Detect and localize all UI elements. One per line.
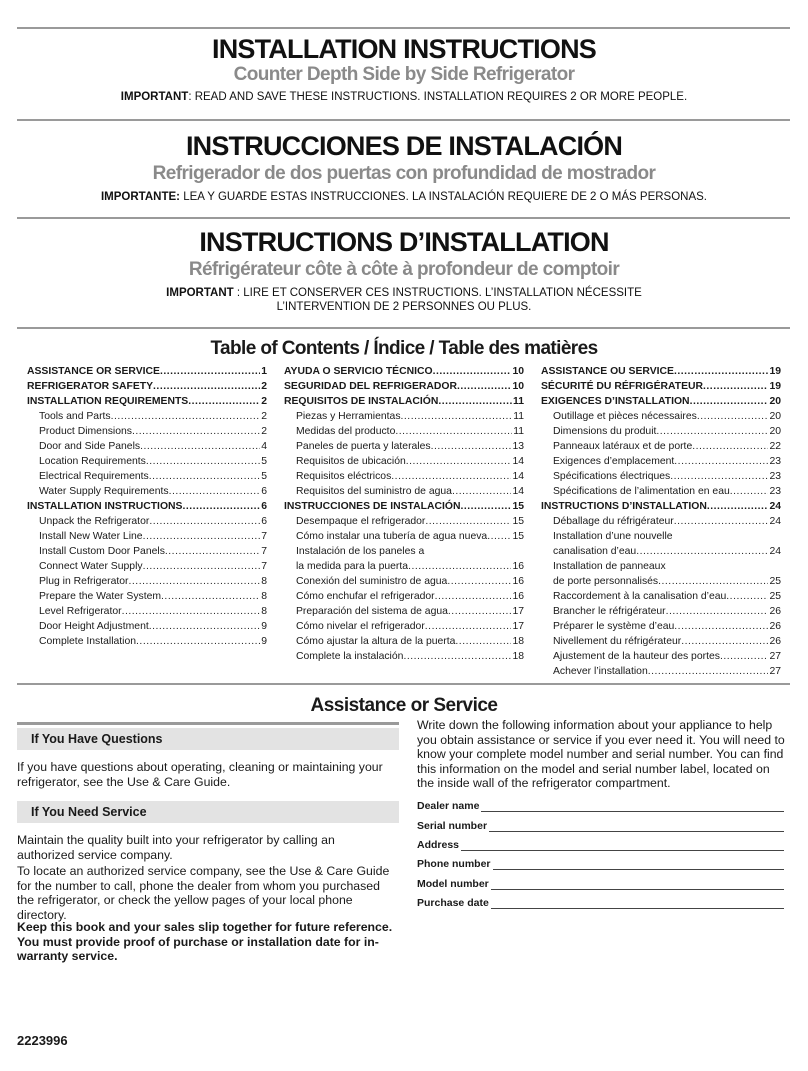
toc-entry[interactable] [284,649,524,664]
toc-entry[interactable] [284,589,524,604]
toc-leader-dots [403,649,511,664]
assistance-title: Assistance or Service [310,695,498,716]
toc-page-number: 25 [769,576,781,587]
questions-heading: If You Have Questions [17,728,399,750]
address-field[interactable]: Address [417,836,784,851]
toc-section-entry[interactable] [27,364,267,379]
toc-leader-dots [143,529,261,544]
toc-entry-label: Location Requirements [39,456,146,467]
toc-leader-dots [129,574,261,589]
toc-entry-label: Raccordement à la canalisation d’eau [553,591,727,602]
important-english: IMPORTANT: READ AND SAVE THESE INSTRUCTIONS. INSTALLATION REQUIRES 2 OR MORE PEOPLE. [120,91,688,103]
toc-entry[interactable] [27,409,267,424]
important-spanish: IMPORTANTE: LEA Y GUARDE ESTAS INSTRUCCIONES. LA INSTALACIÓN REQUIERE DE 2 O MÁS PERSONAS. [100,191,708,203]
toc-page-number: 9 [261,636,267,647]
toc-entry-label: Ajustement de la hauteur des portes [553,651,720,662]
toc-page-number: 24 [769,546,781,557]
toc-entry[interactable] [284,484,524,499]
subtitle-spanish: Refrigerador de dos puertas con profundidad de mostrador [152,163,656,184]
toc-page-number: 2 [261,411,267,422]
toc-entry-label: INSTALLATION INSTRUCTIONS [27,501,183,512]
toc-leader-dots [674,364,768,379]
toc-page-number: 6 [261,516,267,527]
toc-entry-label: Brancher le réfrigérateur [553,606,666,617]
toc-page-number: 8 [261,606,267,617]
toc-leader-dots [136,634,260,649]
toc-entry-label: canalisation d’eau [553,546,637,557]
toc-leader-dots [149,514,260,529]
toc-page-number: 6 [261,486,267,497]
toc-entry-label: EXIGENCES D’INSTALLATION [541,396,690,407]
toc-page-number: 19 [769,381,781,392]
toc-leader-dots [188,394,260,409]
toc-entry-label: de porte personnalisés [553,576,659,587]
toc-section-entry[interactable] [27,394,267,409]
toc-leader-dots [435,589,512,604]
toc-section-entry[interactable] [541,364,781,379]
purchase-date-field[interactable]: Purchase date [417,894,784,909]
toc-leader-dots [425,619,512,634]
toc-page-number: 1 [261,366,267,377]
toc-entry-label: Desempaque el refrigerador [296,516,426,527]
toc-entry[interactable] [284,514,524,529]
toc-leader-dots [425,514,511,529]
toc-leader-dots [140,439,260,454]
toc-entry[interactable] [541,454,781,469]
toc-entry-label: Déballage du réfrigérateur [553,516,674,527]
toc-entry[interactable] [284,544,524,574]
toc-entry-label: Water Supply Requirements [39,486,169,497]
toc-leader-dots [401,409,513,424]
toc-entry[interactable] [27,424,267,439]
toc-entry-label: Medidas del producto [296,426,396,437]
toc-leader-dots [460,499,511,514]
toc-entry[interactable] [27,619,267,634]
toc-page-number: 16 [512,561,524,572]
toc-page-number: 27 [769,651,781,662]
toc-page-number: 17 [512,606,524,617]
toc-leader-dots [674,619,768,634]
toc-entry[interactable] [27,574,267,589]
toc-leader-dots [391,469,511,484]
toc-entry-label: Dimensions du produit [553,426,657,437]
toc-leader-dots [395,424,512,439]
toc-entry[interactable] [284,424,524,439]
toc-leader-dots [111,409,261,424]
toc-section-entry[interactable] [541,379,781,394]
toc-page-number: 11 [513,411,524,422]
toc-leader-dots [149,619,260,634]
toc-entry-label: Install Custom Door Panels [39,546,165,557]
toc-leader-dots [658,574,768,589]
toc-entry[interactable] [27,439,267,454]
toc-page-number: 10 [512,366,524,377]
toc-page-number: 15 [512,516,524,527]
toc-entry-label: Install New Water Line [39,531,143,542]
toc-leader-dots [681,634,768,649]
toc-page-number: 5 [261,456,267,467]
toc-entry-label: Spécifications électriques [553,471,671,482]
toc-entry-label: Piezas y Herramientas [296,411,401,422]
rule-4 [17,683,790,685]
toc-entry-label: SEGURIDAD DEL REFRIGERADOR [284,381,457,392]
toc-page-number: 26 [769,606,781,617]
toc-page-number: 10 [512,381,524,392]
toc-entry-label: Requisitos eléctricos [296,471,392,482]
toc-entry-label: Complete Installation [39,636,137,647]
top-rule [17,27,790,29]
subtitle-french: Réfrigérateur côte à côte à profondeur de comptoir [188,259,620,280]
toc-page-number: 17 [512,621,524,632]
toc-page-number: 24 [769,516,781,527]
toc-entry[interactable] [541,439,781,454]
document-number: 2223996 [17,1033,68,1048]
toc-entry-label: Cómo instalar una tubería de agua nueva [296,531,488,542]
toc-leader-dots [448,604,512,619]
toc-entry[interactable] [27,469,267,484]
toc-leader-dots [431,439,512,454]
toc-leader-dots [666,604,769,619]
toc-entry-label: Nivellement du réfrigérateur [553,636,682,647]
toc-page-number: 2 [261,381,267,392]
rule-1 [17,119,790,121]
toc-leader-dots [690,394,769,409]
toc-leader-dots [656,424,768,439]
dealer-name-field[interactable]: Dealer name [417,797,784,812]
toc-entry-label: Requisitos del suministro de agua [296,486,452,497]
toc-entry-label: ASSISTANCE OR SERVICE [27,366,160,377]
toc-column-spanish [284,364,524,664]
toc-page-number: 26 [769,636,781,647]
toc-entry[interactable] [284,574,524,589]
toc-page-number: 5 [261,471,267,482]
toc-page-number: 11 [513,396,524,407]
toc-leader-dots [146,454,260,469]
toc-entry-label: Panneaux latéraux et de porte [553,441,693,452]
toc-page-number: 7 [261,561,267,572]
toc-leader-dots [720,649,769,664]
toc-entry[interactable] [284,634,524,649]
toc-entry-label: Prepare the Water System [39,591,162,602]
toc-entry[interactable] [541,484,781,499]
toc-entry-label: Plug in Refrigerator [39,576,129,587]
toc-leader-dots [169,484,261,499]
toc-page-number: 24 [769,501,781,512]
toc-section-entry[interactable] [541,394,781,409]
toc-leader-dots [433,364,512,379]
left-bar [17,722,399,725]
toc-leader-dots [455,634,511,649]
toc-entry[interactable] [284,439,524,454]
toc-leader-dots [692,439,768,454]
toc-entry-label: Cómo nivelar el refrigerador [296,621,425,632]
model-number-field[interactable]: Model number [417,875,784,890]
toc-entry-label-line1: Installation de panneaux [553,561,666,572]
toc-page-number: 16 [512,591,524,602]
toc-column-french [541,364,781,679]
toc-leader-dots [182,499,260,514]
toc-entry-label: INSTALLATION REQUIREMENTS [27,396,189,407]
toc-section-entry[interactable] [284,364,524,379]
toc-leader-dots [143,559,261,574]
toc-leader-dots [122,604,261,619]
toc-leader-dots [438,394,512,409]
header-english [0,34,808,104]
toc-page-number: 20 [769,396,781,407]
toc-entry[interactable] [541,604,781,619]
toc-page-number: 8 [261,591,267,602]
toc-entry-label: Cómo ajustar la altura de la puerta [296,636,456,647]
toc-entry[interactable] [541,589,781,604]
toc-page-number: 2 [261,426,267,437]
toc-section-entry[interactable] [27,379,267,394]
toc-page-number: 25 [769,591,781,602]
right-intro: Write down the following information about your appliance to help you obtain assistance or service if you ever need it. You will need to know your complete model number and serial number. You can find this information on the model and serial number label, located on the inside wall of the refrigerator compartment. [417,718,785,790]
toc-entry-label: Conexión del suministro de agua [296,576,448,587]
toc-page-number: 18 [512,651,524,662]
toc-leader-dots [487,529,511,544]
toc-entry[interactable] [541,664,781,679]
toc-entry-label-line1: Instalación de los paneles a [296,546,425,557]
toc-entry-label: Unpack the Refrigerator [39,516,150,527]
toc-entry[interactable] [284,409,524,424]
toc-leader-dots [161,589,260,604]
toc-entry-label: REQUISITOS DE INSTALACIÓN [284,396,439,407]
toc-leader-dots [132,424,260,439]
toc-section-entry[interactable] [284,394,524,409]
toc-entry-label: Level Refrigerator [39,606,122,617]
toc-entry-label: Product Dimensions [39,426,132,437]
important-french: IMPORTANT : LIRE ET CONSERVER CES INSTRUCTIONS. L’INSTALLATION NÉCESSITE L’INTERVENTION DE 2 PERSONNES OU PLUS. [166,287,642,313]
toc-page-number: 22 [769,441,781,452]
toc-entry-label: Door and Side Panels [39,441,141,452]
toc-leader-dots [674,454,768,469]
toc-entry[interactable] [27,454,267,469]
toc-entry-label: Door Height Adjustment [39,621,149,632]
toc-entry-label: Connect Water Supply [39,561,143,572]
toc-entry[interactable] [541,529,781,559]
toc-leader-dots [457,379,511,394]
toc-page-number: 18 [512,636,524,647]
serial-number-field[interactable]: Serial number [417,817,784,832]
toc-page-number: 7 [261,546,267,557]
toc-page-number: 14 [512,486,524,497]
toc-leader-dots [160,364,260,379]
rule-2 [17,217,790,219]
toc-page-number: 15 [512,501,524,512]
toc-title: Table of Contents / Índice / Table des matières [210,338,598,359]
toc-leader-dots [452,484,511,499]
toc-entry[interactable] [27,484,267,499]
toc-entry[interactable] [541,514,781,529]
toc-leader-dots [153,379,260,394]
toc-page-number: 27 [769,666,781,677]
toc-entry[interactable] [284,619,524,634]
toc-leader-dots [447,574,511,589]
toc-entry[interactable] [27,514,267,529]
toc-entry-label: Complete la instalación [296,651,404,662]
toc-entry[interactable] [284,529,524,544]
service-paragraph-3: Keep this book and your sales slip together for future reference. You must provide proof of purchase or installation date for in-warranty service. [17,920,393,963]
toc-entry[interactable] [27,529,267,544]
toc-section-entry[interactable] [284,379,524,394]
toc-entry[interactable] [541,559,781,589]
toc-page-number: 11 [513,426,524,437]
toc-section-entry[interactable] [27,499,267,514]
toc-entry[interactable] [284,604,524,619]
toc-leader-dots [674,514,769,529]
toc-page-number: 20 [769,426,781,437]
toc-entry-label: la medida para la puerta [296,561,409,572]
toc-page-number: 14 [512,456,524,467]
toc-entry-label: Préparer le système d’eau [553,621,675,632]
toc-entry-label: REFRIGERATOR SAFETY [27,381,154,392]
toc-leader-dots [406,454,512,469]
toc-leader-dots [149,469,260,484]
toc-entry-label: AYUDA O SERVICIO TÉCNICO [284,366,433,377]
toc-entry-label: SÉCURITÉ DU RÉFRIGÉRATEUR [541,381,704,392]
toc-entry-label: Cómo enchufar el refrigerador [296,591,435,602]
toc-entry[interactable] [27,604,267,619]
toc-column-english [27,364,267,649]
toc-leader-dots [636,544,768,559]
service-paragraph-1: Maintain the quality built into your refrigerator by calling an authorized service company. [17,833,335,862]
toc-entry[interactable] [541,424,781,439]
toc-page-number: 2 [261,396,267,407]
toc-page-number: 23 [769,471,781,482]
toc-page-number: 9 [261,621,267,632]
toc-entry[interactable] [541,634,781,649]
title-spanish: INSTRUCCIONES DE INSTALACIÓN [185,131,623,161]
toc-page-number: 4 [261,441,267,452]
toc-entry-label: ASSISTANCE OU SERVICE [541,366,674,377]
toc-entry-label: Exigences d’emplacement [553,456,675,467]
title-english: INSTALLATION INSTRUCTIONS [212,34,596,64]
toc-page-number: 7 [261,531,267,542]
toc-page-number: 26 [769,621,781,632]
toc-page-number: 16 [512,576,524,587]
subtitle-english: Counter Depth Side by Side Refrigerator [233,64,575,85]
toc-leader-dots [726,589,768,604]
header-spanish [0,131,808,204]
toc-entry-label: Outillage et pièces nécessaires [553,411,697,422]
title-french: INSTRUCTIONS D’INSTALLATION [199,227,609,257]
toc-entry[interactable] [27,634,267,649]
toc-entry-label: Tools and Parts [39,411,111,422]
toc-entry[interactable] [541,409,781,424]
toc-entry-label: INSTRUCCIONES DE INSTALACIÓN [284,501,461,512]
toc-leader-dots [697,409,769,424]
toc-section-entry[interactable] [284,499,524,514]
toc-leader-dots [648,664,769,679]
toc-entry-label: Achever l’installation [553,666,648,677]
toc-entry-label: Spécifications de l’alimentation en eau [553,486,730,497]
phone-number-field[interactable]: Phone number [417,855,784,870]
toc-entry[interactable] [27,544,267,559]
rule-3 [17,327,790,329]
toc-leader-dots [165,544,260,559]
toc-entry[interactable] [27,589,267,604]
toc-page-number: 14 [512,471,524,482]
toc-entry-label-line1: Installation d’une nouvelle [553,531,673,542]
toc-entry[interactable] [284,454,524,469]
toc-leader-dots [730,484,769,499]
toc-page-number: 6 [261,501,267,512]
toc-page-number: 23 [769,486,781,497]
toc-entry[interactable] [541,619,781,634]
toc-leader-dots [408,559,511,574]
toc-section-entry[interactable] [541,499,781,514]
toc-leader-dots [670,469,768,484]
toc-page-number: 19 [769,366,781,377]
toc-entry-label: Paneles de puerta y laterales [296,441,431,452]
toc-page-number: 20 [769,411,781,422]
toc-entry[interactable] [541,649,781,664]
service-heading: If You Need Service [17,801,399,823]
service-paragraph-2: To locate an authorized service company, see the Use & Care Guide for the number to call, phone the dealer from whom you purchased the refrigerator, or check the yellow pages of your local phone directory. [17,864,390,922]
toc-entry[interactable] [27,559,267,574]
toc-entry[interactable] [284,469,524,484]
toc-entry[interactable] [541,469,781,484]
header-french [0,227,808,314]
toc-entry-label: INSTRUCTIONS D’INSTALLATION [541,501,707,512]
toc-entry-label: Requisitos de ubicación [296,456,406,467]
toc-entry-label: Preparación del sistema de agua [296,606,448,617]
toc-page-number: 23 [769,456,781,467]
questions-text: If you have questions about operating, cleaning or maintaining your refrigerator, see the Use & Care Guide. [17,760,383,789]
toc-page-number: 15 [512,531,524,542]
toc-page-number: 8 [261,576,267,587]
toc-page-number: 13 [512,441,524,452]
toc-leader-dots [703,379,768,394]
toc-entry-label: Electrical Requirements [39,471,149,482]
toc-leader-dots [707,499,769,514]
